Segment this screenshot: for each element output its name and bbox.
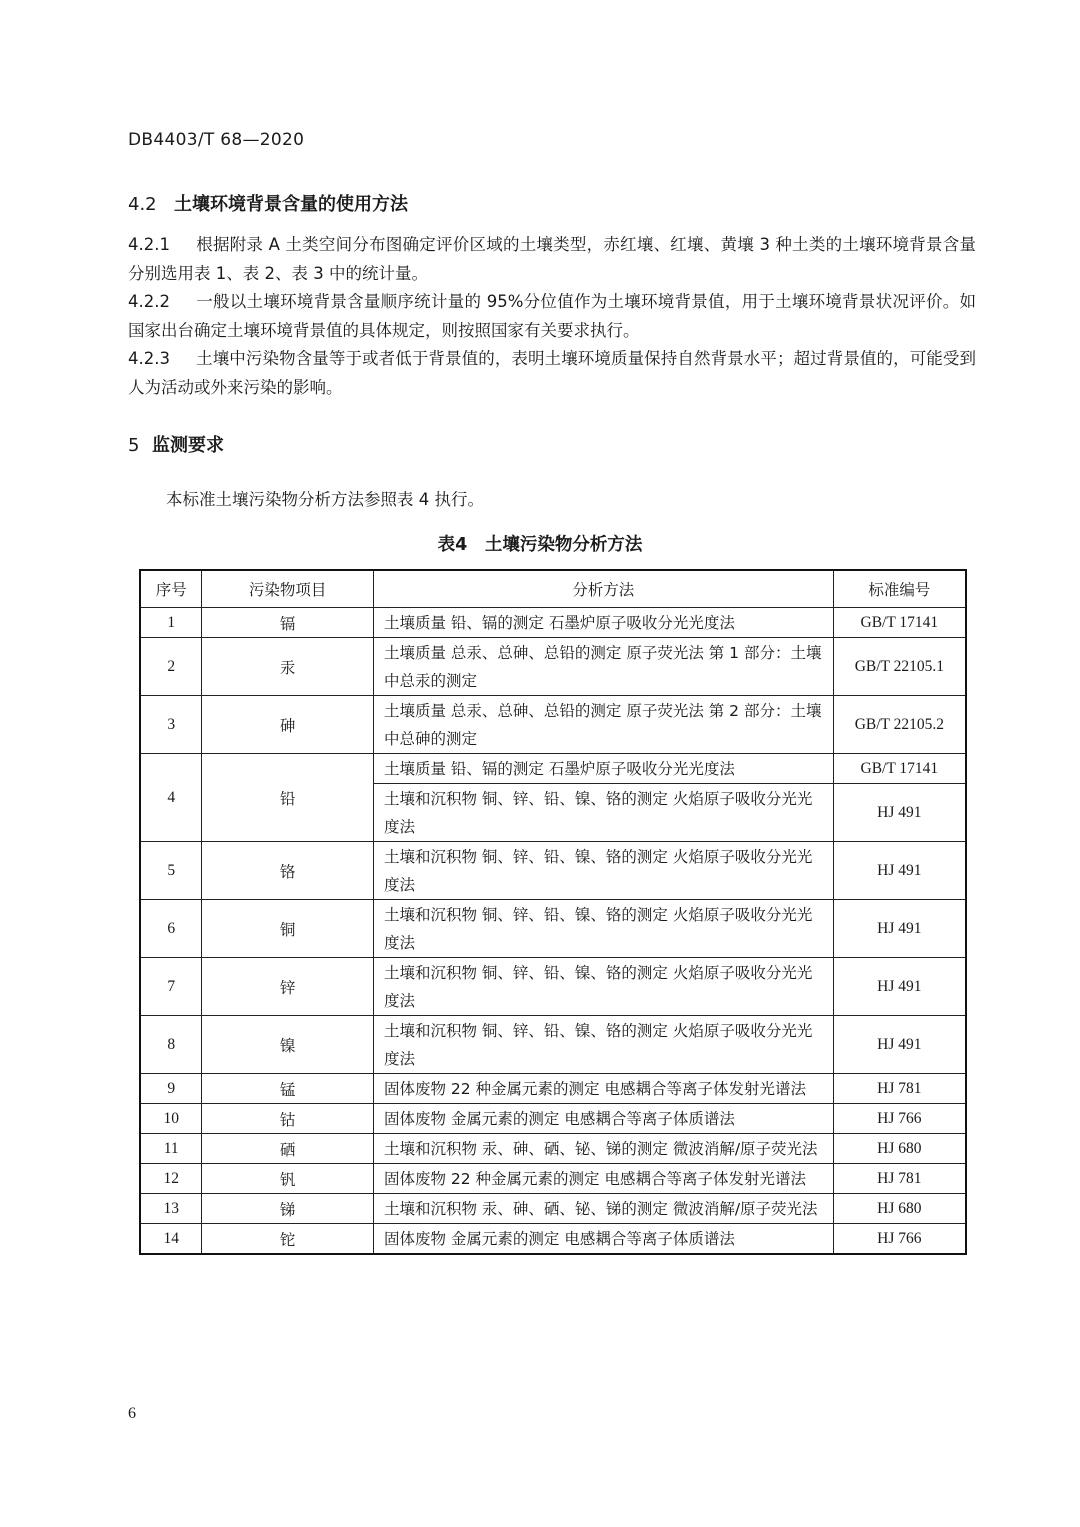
cell-std: HJ 781 xyxy=(833,1164,966,1194)
cell-std: HJ 766 xyxy=(833,1104,966,1134)
table-intro: 本标准土壤污染物分析方法参照表 4 执行。 xyxy=(166,490,484,509)
cell-method: 固体废物 22 种金属元素的测定 电感耦合等离子体发射光谱法 xyxy=(373,1164,833,1194)
table-row xyxy=(140,900,966,958)
table-row xyxy=(140,1164,966,1194)
cell-method: 土壤质量 铅、镉的测定 石墨炉原子吸收分光光度法 xyxy=(373,754,833,784)
cell-method: 土壤质量 总汞、总砷、总铅的测定 原子荧光法 第 2 部分：土壤中总砷的测定 xyxy=(373,696,833,754)
section-title: 监测要求 xyxy=(152,435,224,456)
table-caption: 表4 土壤污染物分析方法 xyxy=(437,535,643,555)
cell-item: 汞 xyxy=(202,638,374,696)
cell-no: 5 xyxy=(140,842,202,900)
clause-number: 4.2.3 xyxy=(128,349,170,368)
cell-std: HJ 491 xyxy=(833,958,966,1016)
clause-text: 土壤中污染物含量等于或者低于背景值的，表明土壤环境质量保持自然背景水平；超过背景值的，可能受到人为活动或外来污染的影响。 xyxy=(128,349,976,397)
section-4-2-heading xyxy=(128,190,408,216)
cell-std: GB/T 17141 xyxy=(833,608,966,638)
cell-method: 土壤质量 铅、镉的测定 石墨炉原子吸收分光光度法 xyxy=(373,608,833,638)
cell-no: 10 xyxy=(140,1104,202,1134)
cell-std: GB/T 22105.1 xyxy=(833,638,966,696)
cell-item: 铅 xyxy=(202,754,374,842)
clause-4-2-2 xyxy=(128,288,976,345)
cell-item: 镉 xyxy=(202,608,374,638)
cell-no: 4 xyxy=(140,754,202,842)
cell-item: 硒 xyxy=(202,1134,374,1164)
clause-number: 4.2.2 xyxy=(128,292,170,311)
header-method: 分析方法 xyxy=(373,570,833,608)
cell-method: 土壤和沉积物 铜、锌、铅、镍、铬的测定 火焰原子吸收分光光度法 xyxy=(373,842,833,900)
clause-4-2-3 xyxy=(128,345,976,402)
cell-no: 2 xyxy=(140,638,202,696)
table-row xyxy=(140,638,966,696)
table-row xyxy=(140,754,966,784)
header-std: 标准编号 xyxy=(833,570,966,608)
analysis-methods-table xyxy=(139,569,967,1255)
cell-item: 钴 xyxy=(202,1104,374,1134)
cell-item: 钒 xyxy=(202,1164,374,1194)
cell-item: 砷 xyxy=(202,696,374,754)
cell-no: 14 xyxy=(140,1224,202,1255)
cell-item: 镍 xyxy=(202,1016,374,1074)
table-row xyxy=(140,1194,966,1224)
cell-item: 铊 xyxy=(202,1224,374,1255)
cell-method: 固体废物 22 种金属元素的测定 电感耦合等离子体发射光谱法 xyxy=(373,1074,833,1104)
cell-method: 土壤和沉积物 铜、锌、铅、镍、铬的测定 火焰原子吸收分光光度法 xyxy=(373,784,833,842)
cell-std: HJ 491 xyxy=(833,1016,966,1074)
cell-std: GB/T 22105.2 xyxy=(833,696,966,754)
cell-method: 固体废物 金属元素的测定 电感耦合等离子体质谱法 xyxy=(373,1104,833,1134)
cell-no: 3 xyxy=(140,696,202,754)
table-row xyxy=(140,1134,966,1164)
cell-method: 土壤和沉积物 铜、锌、铅、镍、铬的测定 火焰原子吸收分光光度法 xyxy=(373,1016,833,1074)
cell-method: 土壤和沉积物 铜、锌、铅、镍、铬的测定 火焰原子吸收分光光度法 xyxy=(373,900,833,958)
cell-no: 11 xyxy=(140,1134,202,1164)
header-no: 序号 xyxy=(140,570,202,608)
cell-std: HJ 680 xyxy=(833,1134,966,1164)
cell-std: HJ 491 xyxy=(833,842,966,900)
cell-method: 土壤质量 总汞、总砷、总铅的测定 原子荧光法 第 1 部分：土壤中总汞的测定 xyxy=(373,638,833,696)
section-5-heading xyxy=(128,431,224,457)
table-row xyxy=(140,608,966,638)
cell-item: 锰 xyxy=(202,1074,374,1104)
section-number: 5 xyxy=(128,435,140,456)
page-number: 6 xyxy=(128,1405,136,1422)
cell-std: HJ 766 xyxy=(833,1224,966,1255)
table-row xyxy=(140,1074,966,1104)
cell-std: HJ 781 xyxy=(833,1074,966,1104)
cell-item: 铜 xyxy=(202,900,374,958)
cell-method: 土壤和沉积物 铜、锌、铅、镍、铬的测定 火焰原子吸收分光光度法 xyxy=(373,958,833,1016)
table-row xyxy=(140,696,966,754)
cell-std: HJ 491 xyxy=(833,900,966,958)
document-number: DB4403/T 68—2020 xyxy=(128,130,305,150)
cell-method: 固体废物 金属元素的测定 电感耦合等离子体质谱法 xyxy=(373,1224,833,1255)
cell-method: 土壤和沉积物 汞、砷、硒、铋、锑的测定 微波消解/原子荧光法 xyxy=(373,1134,833,1164)
cell-no: 9 xyxy=(140,1074,202,1104)
section-number: 4.2 xyxy=(128,194,157,215)
clause-4-2-1 xyxy=(128,231,976,288)
clause-text: 一般以土壤环境背景含量顺序统计量的 95%分位值作为土壤环境背景值，用于土壤环境背景状况评价。如国家出台确定土壤环境背景值的具体规定，则按照国家有关要求执行。 xyxy=(128,292,976,340)
cell-no: 1 xyxy=(140,608,202,638)
cell-item: 铬 xyxy=(202,842,374,900)
cell-no: 13 xyxy=(140,1194,202,1224)
cell-std: GB/T 17141 xyxy=(833,754,966,784)
cell-method: 土壤和沉积物 汞、砷、硒、铋、锑的测定 微波消解/原子荧光法 xyxy=(373,1194,833,1224)
cell-item: 锌 xyxy=(202,958,374,1016)
clause-text: 根据附录 A 土类空间分布图确定评价区域的土壤类型，赤红壤、红壤、黄壤 3 种土类的土壤环境背景含量分别选用表 1、表 2、表 3 中的统计量。 xyxy=(128,235,976,283)
clause-number: 4.2.1 xyxy=(128,235,170,254)
table-row xyxy=(140,958,966,1016)
cell-std: HJ 491 xyxy=(833,784,966,842)
cell-no: 6 xyxy=(140,900,202,958)
table-row xyxy=(140,842,966,900)
cell-no: 7 xyxy=(140,958,202,1016)
cell-std: HJ 680 xyxy=(833,1194,966,1224)
table-row xyxy=(140,1104,966,1134)
table-row xyxy=(140,1016,966,1074)
table-header-row xyxy=(140,570,966,608)
header-item: 污染物项目 xyxy=(202,570,374,608)
table-row xyxy=(140,1224,966,1255)
cell-no: 8 xyxy=(140,1016,202,1074)
cell-item: 锑 xyxy=(202,1194,374,1224)
cell-no: 12 xyxy=(140,1164,202,1194)
section-title: 土壤环境背景含量的使用方法 xyxy=(174,194,408,215)
